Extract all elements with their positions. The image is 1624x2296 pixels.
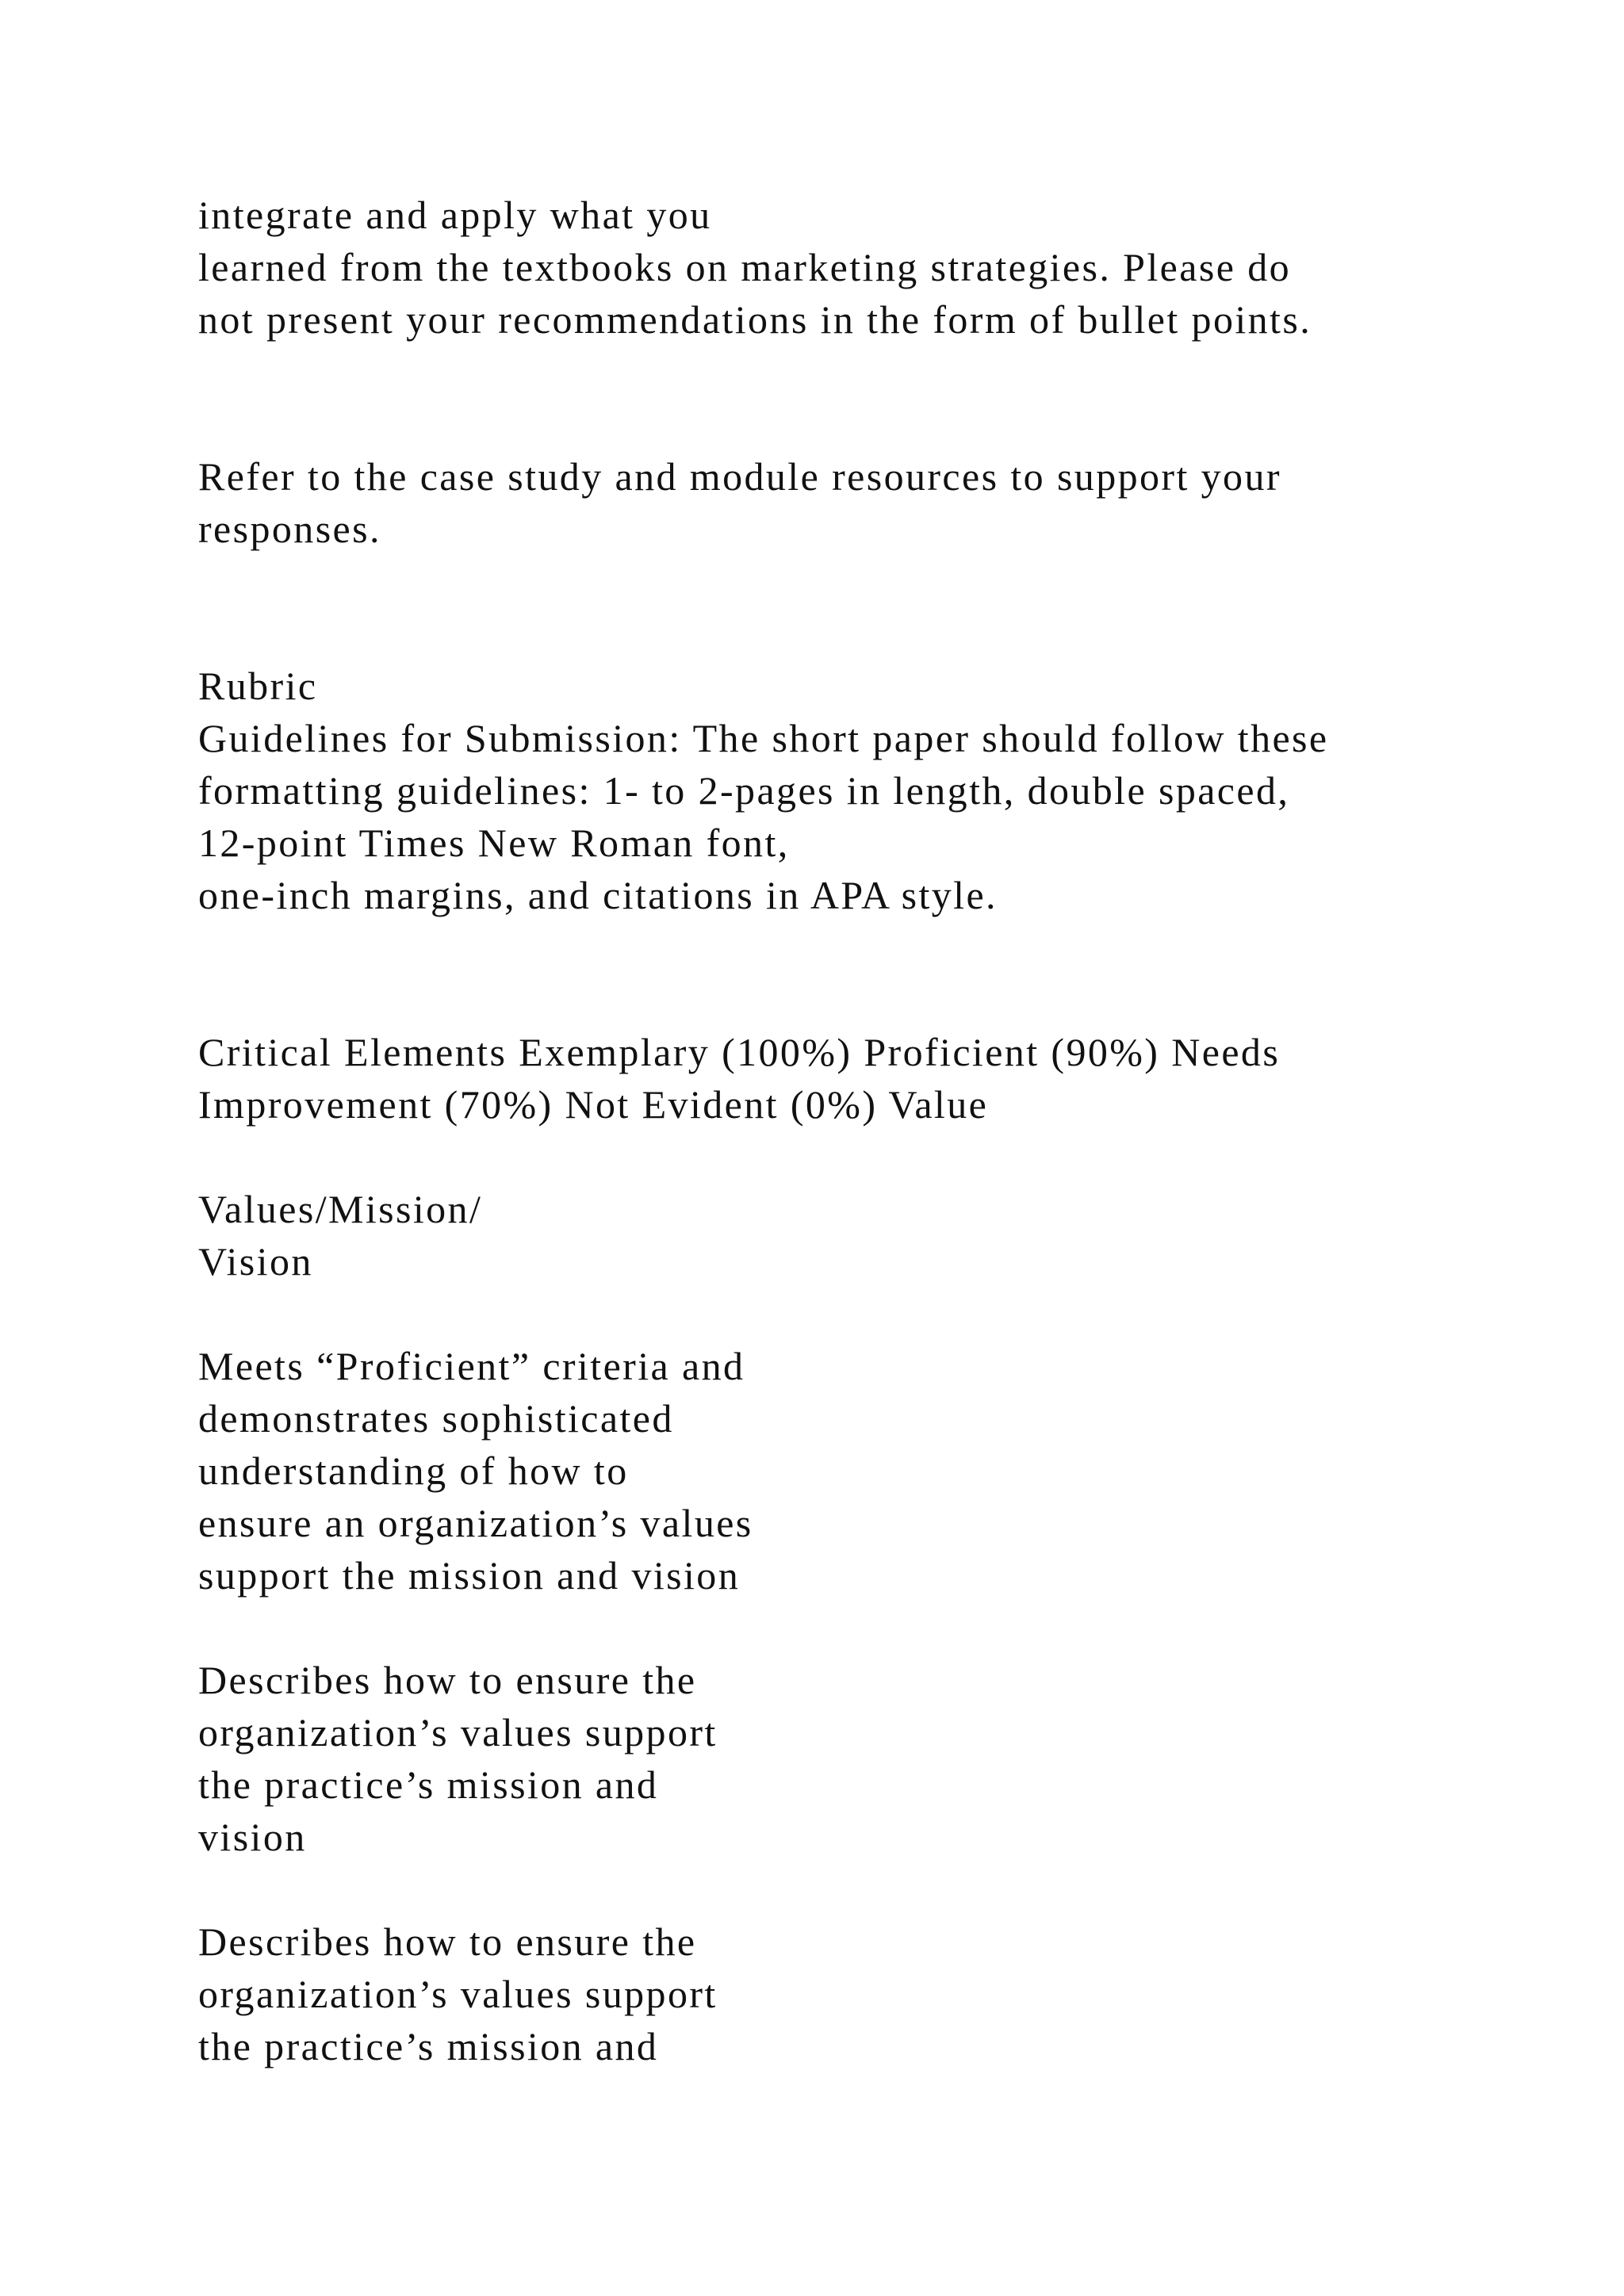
text-line: demonstrates sophisticated (198, 1396, 674, 1441)
paragraph-element-name (198, 1183, 1546, 1288)
rubric-heading: Rubric (198, 664, 318, 708)
text-line: organization’s values support (198, 1710, 718, 1755)
text-line: Describes how to ensure the (198, 1658, 697, 1702)
text-line: not present your recommendations in the form of bullet points. (198, 297, 1312, 342)
paragraph-spacer (198, 555, 1546, 660)
text-line: Vision (198, 1239, 313, 1284)
text-line: Refer to the case study and module resources to support your (198, 454, 1281, 499)
text-line: understanding of how to (198, 1448, 629, 1493)
paragraph-critical-elements-header (198, 1026, 1546, 1131)
paragraph-spacer (198, 1601, 1546, 1654)
text-line: the practice’s mission and (198, 1762, 659, 1807)
text-line: formatting guidelines: 1- to 2-pages in length, double spaced, (198, 768, 1290, 813)
paragraph-proficient-criteria (198, 1654, 1546, 1863)
paragraph-spacer (198, 921, 1546, 1026)
paragraph-instructions (198, 189, 1546, 346)
paragraph-exemplary-criteria (198, 1340, 1546, 1601)
text-line: organization’s values support (198, 1972, 718, 2016)
text-line: ensure an organization’s values (198, 1501, 753, 1545)
text-line: Describes how to ensure the (198, 1919, 697, 1964)
paragraph-spacer (198, 346, 1546, 450)
paragraph-spacer (198, 1288, 1546, 1340)
text-line: Values/Mission/ (198, 1187, 483, 1231)
paragraph-spacer (198, 1863, 1546, 1915)
text-line: the practice’s mission and (198, 2024, 659, 2068)
paragraph-rubric-guidelines (198, 660, 1546, 921)
text-line: Guidelines for Submission: The short paper should follow these (198, 716, 1329, 760)
text-line: integrate and apply what you (198, 193, 712, 237)
paragraph-needs-improvement-criteria (198, 1915, 1546, 2072)
text-line: responses. (198, 507, 381, 551)
paragraph-references (198, 450, 1546, 555)
document-body (198, 189, 1546, 2072)
text-line: Improvement (70%) Not Evident (0%) Value (198, 1082, 989, 1127)
text-line: vision (198, 1815, 307, 1859)
text-line: learned from the textbooks on marketing strategies. Please do (198, 245, 1291, 289)
paragraph-spacer (198, 1131, 1546, 1183)
text-line: Meets “Proficient” criteria and (198, 1344, 745, 1388)
text-line: one-inch margins, and citations in APA style. (198, 873, 998, 917)
text-line: 12-point Times New Roman font, (198, 821, 790, 865)
text-line: Critical Elements Exemplary (100%) Proficient (90%) Needs (198, 1030, 1281, 1074)
text-line: support the mission and vision (198, 1553, 741, 1598)
